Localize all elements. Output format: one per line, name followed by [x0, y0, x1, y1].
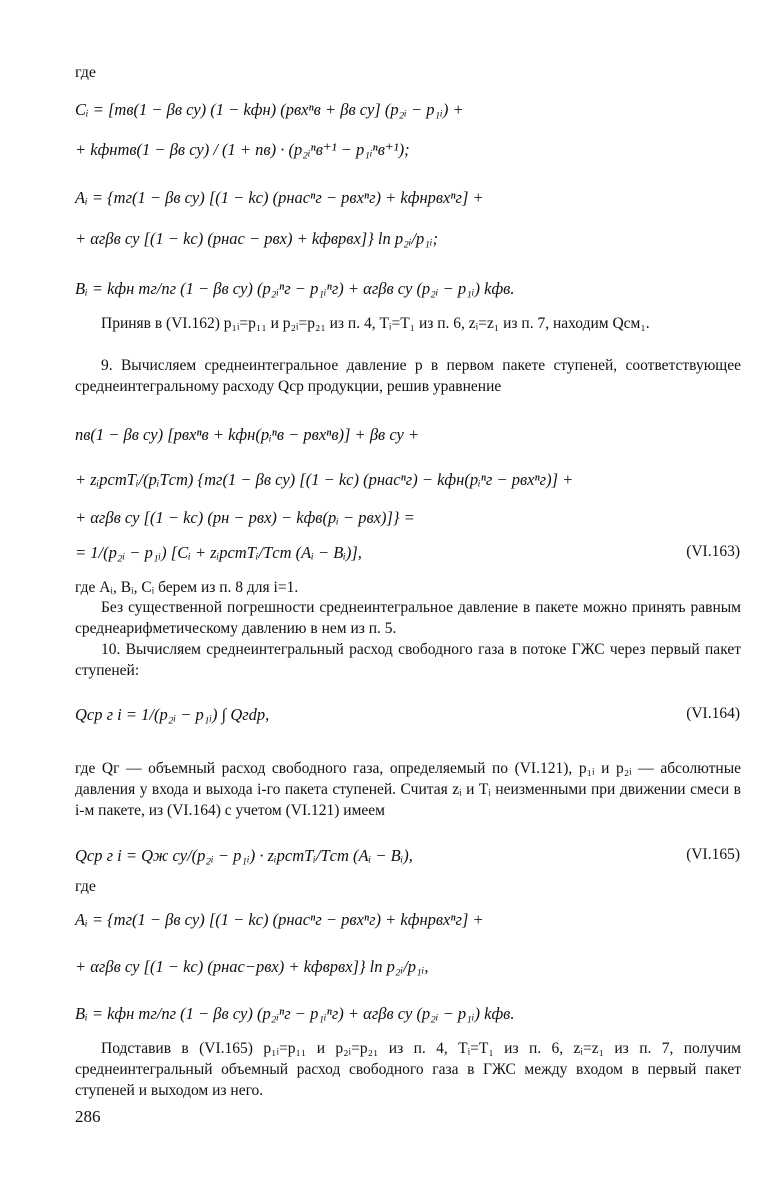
- label-where-2: где: [75, 878, 97, 895]
- paragraph-5: 10. Вычисляем среднеинтегральный расход свободного газа в потоке ГЖС через первый пакет ступеней:: [75, 641, 741, 679]
- formula-b-1: Bᵢ = kфн mг/nг (1 − βв су) (p₂ᵢⁿг − p₁ᵢⁿг) + αгβв су (p₂ᵢ − p₁ᵢ) kфв.: [75, 279, 515, 298]
- formula-a-2-line-2: + αгβв су [(1 − kс) (pнас−pвх) + kфвpвх]} ln p₂ᵢ/p₁ᵢ,: [75, 957, 429, 976]
- paragraph-7: Подставив в (VI.165) p₁ᵢ=p₁₁ и p₂ᵢ=p₂₁ из п. 4, Tᵢ=T₁ из п. 6, zᵢ=z₁ из п. 7, получим среднеинтегральный объемный расход свободного газа в ГЖС между входом в первый пакет ступеней и выходом из него.: [75, 1040, 741, 1099]
- formula-b-2: Bᵢ = kфн mг/nг (1 − βв су) (p₂ᵢⁿг − p₁ᵢⁿг) + αгβв су (p₂ᵢ − p₁ᵢ) kфв.: [75, 1004, 515, 1023]
- paragraph-1: Приняв в (VI.162) p₁ᵢ=p₁₁ и p₂ᵢ=p₂₁ из п. 4, Tᵢ=T₁ из п. 6, zᵢ=z₁ из п. 7, находим Qсм₁.: [101, 315, 650, 332]
- paragraph-4: Без существенной погрешности среднеинтегральное давление в пакете можно принять равным среднеарифметическому давлению в нем из п. 5.: [75, 599, 741, 637]
- paragraph-3: где Aᵢ, Bᵢ, Cᵢ берем из п. 8 для i=1.: [75, 579, 299, 596]
- formula-a-1-line-2: + αгβв су [(1 − kс) (pнас − pвх) + kфвpвх]} ln p₂ᵢ/p₁ᵢ;: [75, 229, 439, 248]
- formula-a-2-line-1: Aᵢ = {mг(1 − βв су) [(1 − kс) (pнасⁿг − pвхⁿг) + kфнpвхⁿг] +: [75, 910, 484, 929]
- equation-number-163: (VI.163): [686, 543, 740, 560]
- formula-vi-164: Qср г i = 1/(p₂ᵢ − p₁ᵢ) ∫ Qгdp,: [75, 705, 270, 724]
- formula-163-line-2: + zᵢpстTᵢ/(pᵢTст) {mг(1 − βв су) [(1 − kс) (pнасⁿг) − kфн(pᵢⁿг − pвхⁿг)] +: [75, 470, 574, 489]
- equation-number-165: (VI.165): [686, 846, 740, 863]
- formula-163-line-1: nв(1 − βв су) [pвхⁿв + kфн(pᵢⁿв − pвхⁿв)] + βв су +: [75, 425, 420, 444]
- page-number: 286: [75, 1107, 101, 1126]
- formula-163-line-3: + αгβв су [(1 − kс) (pн − pвх) − kфв(pᵢ − pвх)]} =: [75, 508, 415, 527]
- formula-c-line-2: + kфнmв(1 − βв су) / (1 + nв) · (p₂ᵢⁿв⁺¹ − p₁ᵢⁿв⁺¹);: [75, 140, 410, 159]
- paragraph-2: 9. Вычисляем среднеинтегральное давление p в первом пакете ступеней, соответствующее среднеинтегральному расходу Qср продукции, решив уравнение: [75, 357, 741, 395]
- formula-c-line-1: Cᵢ = [mв(1 − βв су) (1 − kфн) (pвхⁿв + βв су] (p₂ᵢ − p₁ᵢ) +: [75, 100, 464, 119]
- label-where-1: где: [75, 64, 97, 81]
- equation-number-164: (VI.164): [686, 705, 740, 722]
- formula-163-line-4: = 1/(p₂ᵢ − p₁ᵢ) [Cᵢ + zᵢpстTᵢ/Tст (Aᵢ − Bᵢ)],: [75, 543, 362, 562]
- formula-vi-165: Qср г i = Qж су/(p₂ᵢ − p₁ᵢ) · zᵢpстTᵢ/Tст (Aᵢ − Bᵢ),: [75, 846, 413, 865]
- formula-a-1-line-1: Aᵢ = {mг(1 − βв су) [(1 − kс) (pнасⁿг − pвхⁿг) + kфнpвхⁿг] +: [75, 188, 484, 207]
- paragraph-6: где Qг — объемный расход свободного газа, определяемый по (VI.121), p₁ᵢ и p₂ᵢ — абсолютные давления у входа и выхода i-го пакета ступеней. Считая zᵢ и Tᵢ неизменными при движении смеси в i-м пакете, из (VI.164) с учетом (VI.121) имеем: [75, 760, 741, 819]
